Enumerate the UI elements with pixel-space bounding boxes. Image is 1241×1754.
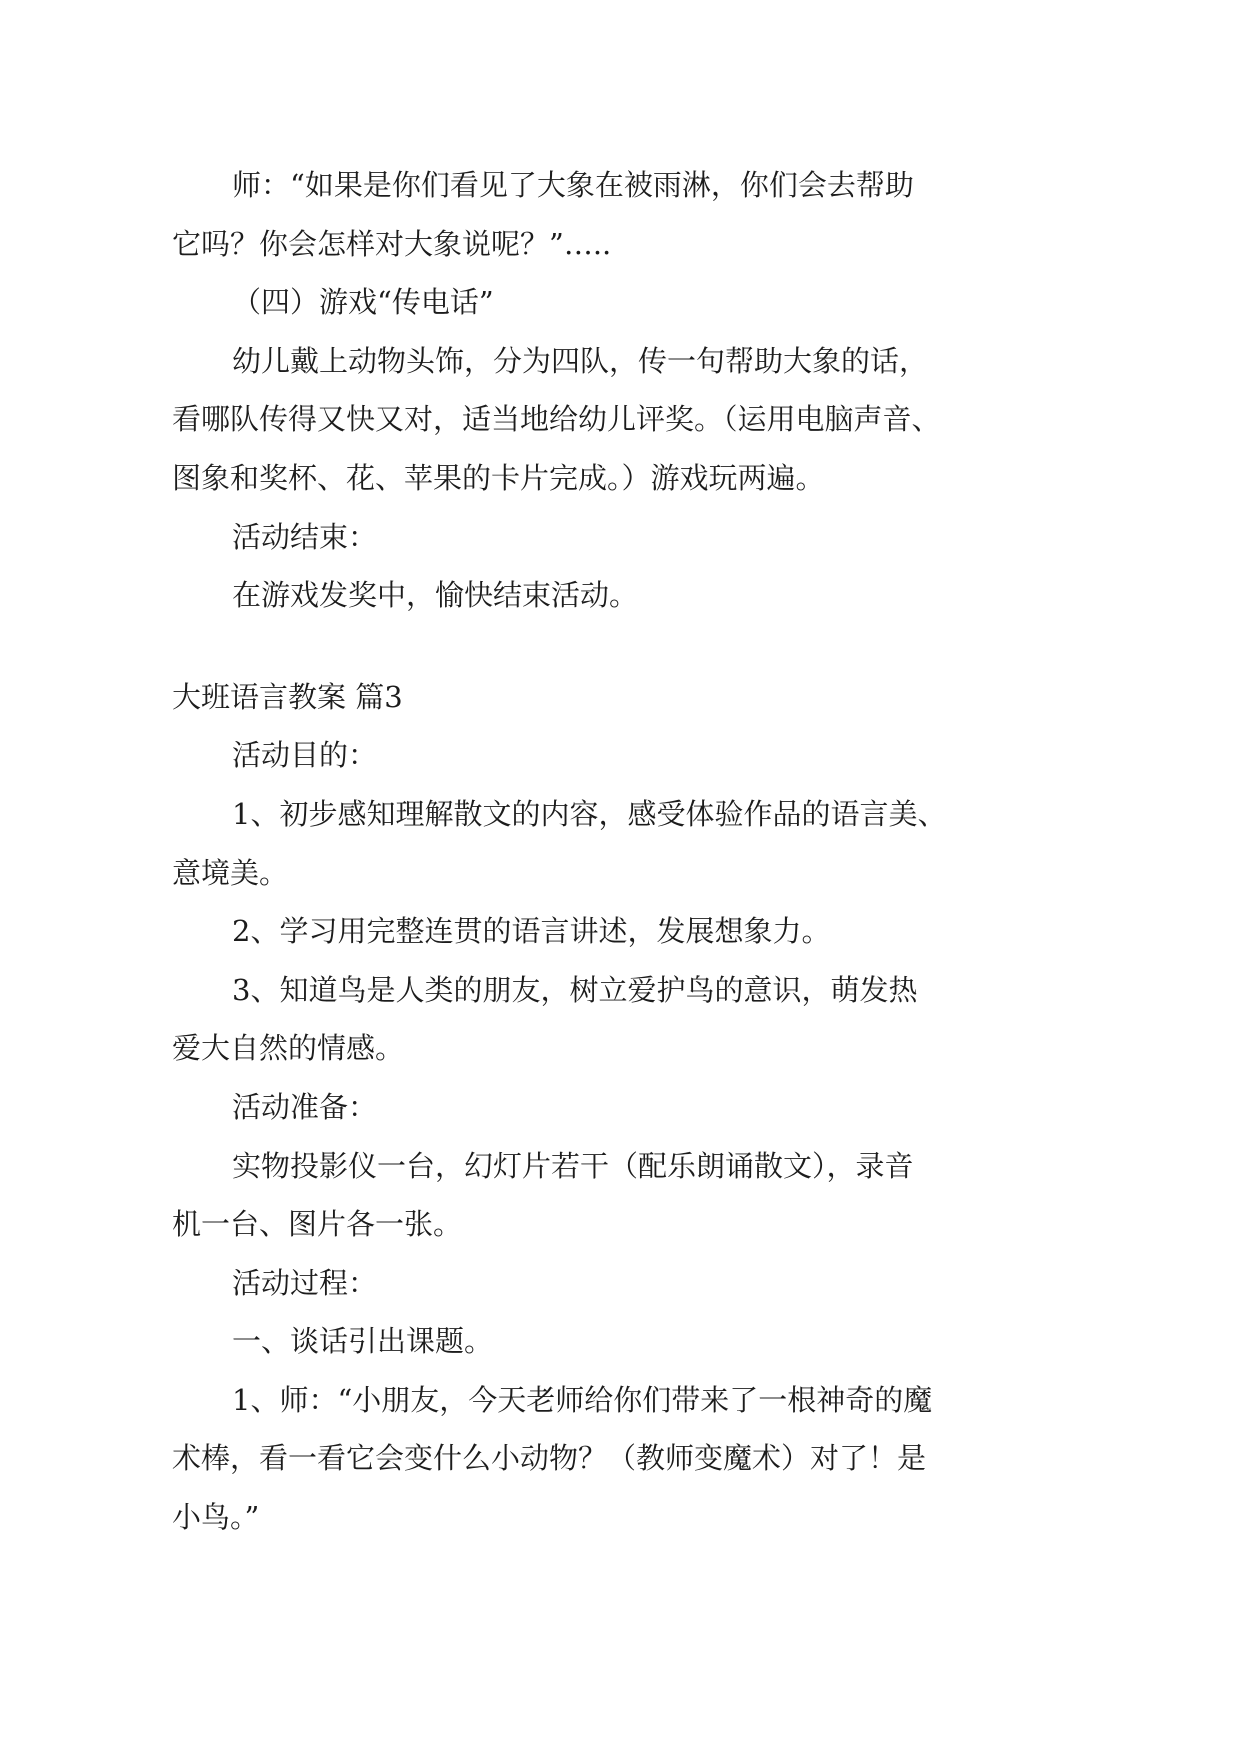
text-line: 意境美。 bbox=[172, 855, 289, 890]
text-line: 图象和奖杯、花、苹果的卡片完成。）游戏玩两遍。 bbox=[172, 460, 825, 495]
paragraph bbox=[172, 961, 1172, 1078]
section-previous-lesson bbox=[172, 156, 1172, 625]
text-line: 它吗？你会怎样对大象说呢？”….. bbox=[172, 226, 612, 261]
text-line: 一、谈话引出课题。 bbox=[232, 1324, 494, 1359]
text-line: 实物投影仪一台，幻灯片若干（配乐朗诵散文），录音 bbox=[232, 1148, 914, 1183]
text-line: 机一台、图片各一张。 bbox=[172, 1207, 463, 1242]
subheading-line: （四）游戏“传电话” bbox=[232, 285, 494, 320]
paragraph bbox=[172, 902, 1172, 961]
paragraph bbox=[172, 508, 1172, 567]
paragraph bbox=[172, 1371, 1172, 1547]
text-line: 3、知道鸟是人类的朋友，树立爱护鸟的意识，萌发热 bbox=[232, 972, 918, 1007]
text-line: 2、学习用完整连贯的语言讲述，发展想象力。 bbox=[232, 914, 831, 949]
text-line: 1、初步感知理解散文的内容，感受体验作品的语言美、 bbox=[232, 796, 947, 831]
paragraph bbox=[172, 1254, 1172, 1313]
text-line: 看哪队传得又快又对，适当地给幼儿评奖。（运用电脑声音、 bbox=[172, 402, 941, 437]
subheading-line: 活动目的： bbox=[232, 738, 378, 773]
section-lesson-3 bbox=[172, 668, 1172, 1547]
text-line: 小鸟。” bbox=[172, 1500, 260, 1535]
paragraph bbox=[172, 332, 1172, 508]
paragraph bbox=[172, 1137, 1172, 1254]
paragraph bbox=[172, 1312, 1172, 1371]
paragraph bbox=[172, 273, 1172, 332]
text-line: 术棒，看一看它会变什么小动物？（教师变魔术）对了！是 bbox=[172, 1441, 927, 1476]
paragraph bbox=[172, 726, 1172, 785]
paragraph bbox=[172, 156, 1172, 273]
subheading-line: 活动过程： bbox=[232, 1265, 378, 1300]
subheading-line: 活动准备： bbox=[232, 1089, 378, 1124]
paragraph bbox=[172, 1078, 1172, 1137]
subheading-line: 活动结束： bbox=[232, 519, 378, 554]
paragraph bbox=[172, 566, 1172, 625]
text-line: 幼儿戴上动物头饰，分为四队，传一句帮助大象的话， bbox=[232, 343, 929, 378]
text-line: 师：“如果是你们看见了大象在被雨淋，你们会去帮助 bbox=[232, 168, 914, 202]
text-line: 1、师：“小朋友，今天老师给你们带来了一根神奇的魔 bbox=[232, 1382, 933, 1417]
text-line: 爱大自然的情感。 bbox=[172, 1031, 405, 1066]
section-heading: 大班语言教案 篇3 bbox=[172, 679, 403, 714]
text-line: 在游戏发奖中，愉快结束活动。 bbox=[232, 578, 639, 613]
document-body bbox=[172, 156, 1172, 1547]
paragraph bbox=[172, 785, 1172, 902]
